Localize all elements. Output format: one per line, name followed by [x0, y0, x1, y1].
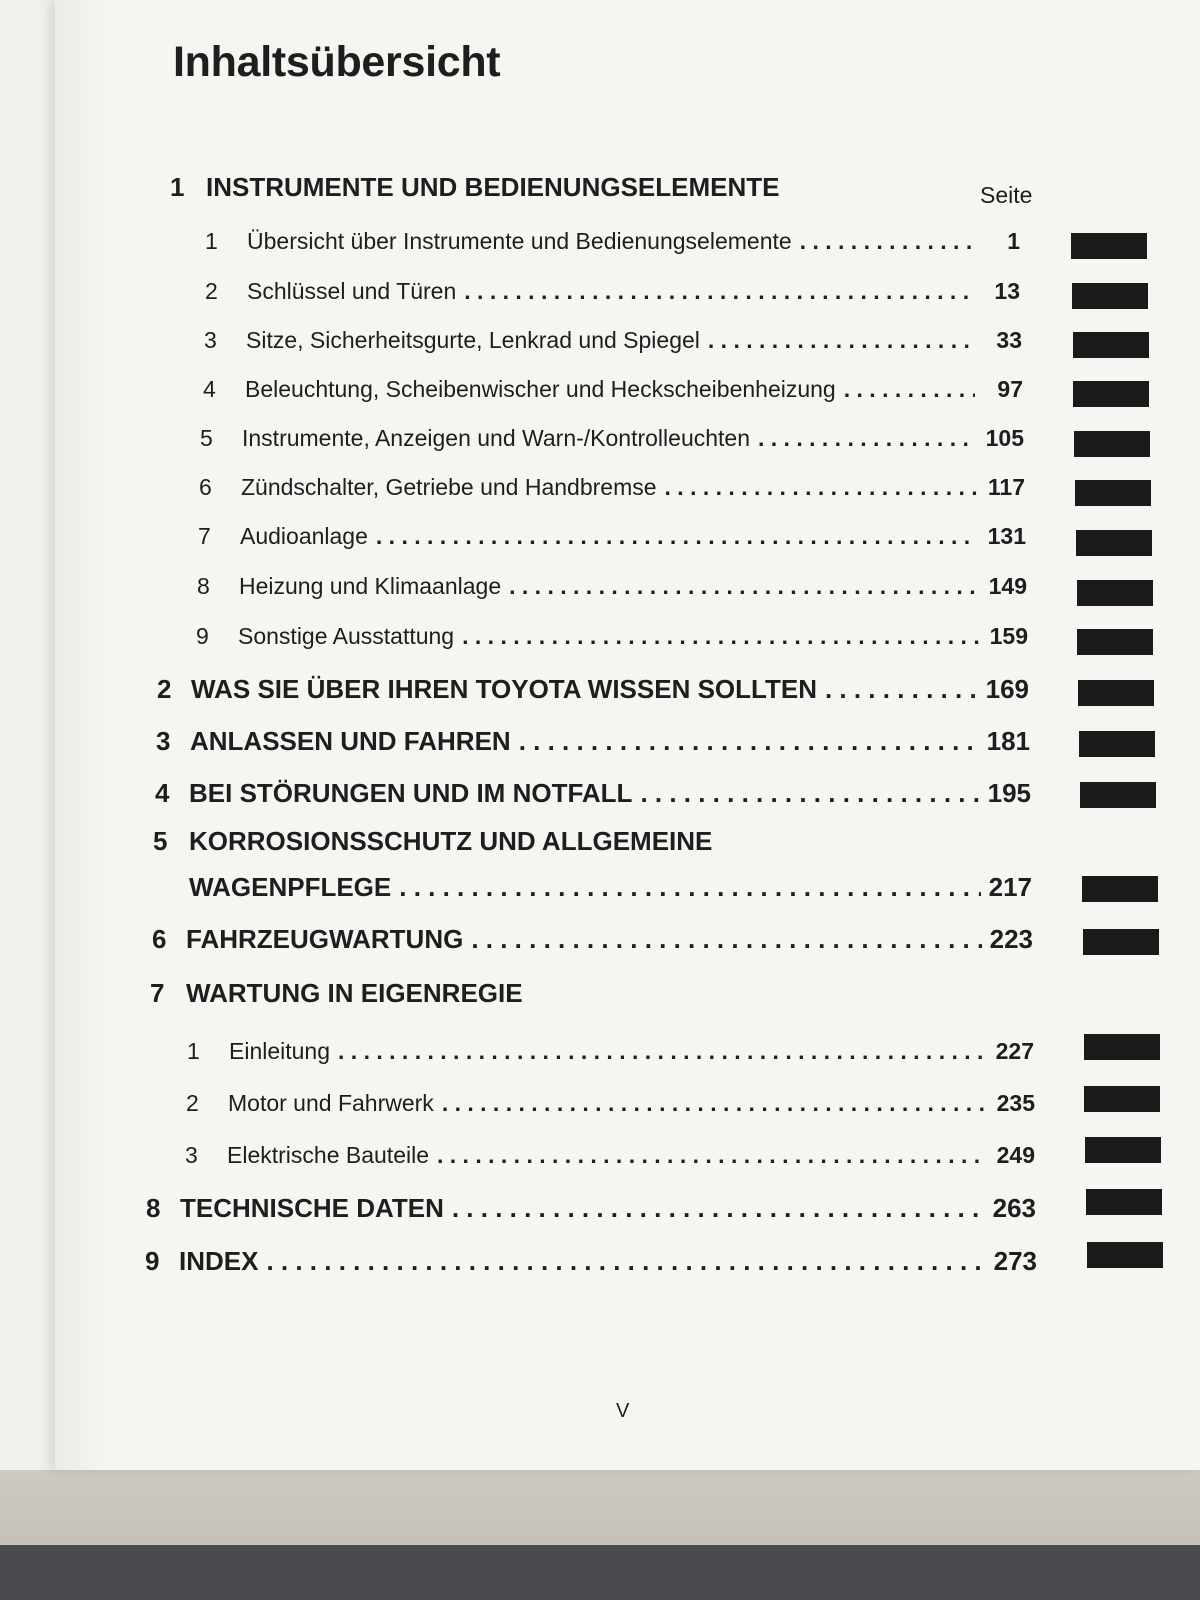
toc-chapter-page: 263 [992, 1193, 1036, 1223]
toc-chapter-number: 4 [155, 778, 170, 808]
thumb-index-tab [1079, 731, 1155, 757]
leader-dots [844, 376, 975, 403]
toc-entry-number: 3 [185, 1142, 198, 1168]
toc-chapter-continuation[interactable] [189, 872, 1032, 903]
page-number-footer: V [616, 1400, 630, 1422]
toc-chapter[interactable] [156, 726, 1030, 757]
toc-entry-page: 97 [997, 376, 1023, 402]
leader-dots [800, 228, 972, 255]
leader-dots [471, 924, 981, 955]
toc-chapter[interactable] [145, 1246, 1037, 1277]
toc-chapter[interactable] [146, 1193, 1036, 1224]
toc-entry-page: 13 [994, 278, 1020, 304]
toc-heading-1[interactable] [170, 172, 779, 203]
toc-entry-number: 2 [186, 1090, 199, 1116]
toc-entry-label: Zündschalter, Getriebe und Handbremse [241, 474, 657, 500]
toc-heading-label: KORROSIONSSCHUTZ UND ALLGEMEINE [189, 826, 713, 856]
leader-dots [825, 674, 978, 705]
toc-entry-label: Beleuchtung, Scheibenwischer und Heckscheibenheizung [245, 376, 836, 402]
toc-chapter-page: 223 [989, 924, 1033, 954]
toc-chapter-page: 169 [985, 674, 1029, 704]
toc-entry-page: 1 [1007, 228, 1020, 254]
leader-dots [665, 474, 977, 501]
toc-chapter-page: 273 [993, 1246, 1037, 1276]
toc-entry[interactable] [204, 327, 1022, 354]
toc-entry-label: Übersicht über Instrumente und Bedienungselemente [247, 228, 792, 254]
thumb-index-tab [1076, 530, 1152, 556]
toc-entry-label: Instrumente, Anzeigen und Warn-/Kontrolleuchten [242, 425, 750, 451]
table-surface [0, 1545, 1200, 1600]
toc-chapter-number: 3 [156, 726, 171, 756]
thumb-index-tab [1080, 782, 1156, 808]
thumb-index-tab [1078, 680, 1154, 706]
toc-entry-number: 1 [187, 1038, 200, 1064]
thumb-index-tab [1071, 233, 1147, 259]
toc-entry-label: Audioanlage [240, 523, 368, 549]
thumb-index-tab [1082, 876, 1158, 902]
thumb-index-tab [1077, 629, 1153, 655]
toc-entry-page: 227 [995, 1038, 1034, 1064]
leader-dots [437, 1142, 987, 1169]
toc-entry-number: 5 [200, 425, 213, 451]
toc-chapter-label: ANLASSEN UND FAHREN [190, 726, 511, 756]
toc-chapter-label: WAGENPFLEGE [189, 872, 392, 902]
thumb-index-tab [1084, 1086, 1160, 1112]
toc-chapter-label: FAHRZEUGWARTUNG [186, 924, 464, 954]
toc-entry-page: 105 [985, 425, 1024, 451]
leader-dots [758, 425, 976, 452]
toc-chapter[interactable] [152, 924, 1033, 955]
toc-entry-label: Einleitung [229, 1038, 331, 1064]
toc-heading-5[interactable] [153, 826, 712, 857]
leader-dots [464, 278, 972, 305]
toc-chapter-number: 2 [157, 674, 172, 704]
toc-entry-page: 235 [996, 1090, 1035, 1116]
toc-entry-label: Motor und Fahrwerk [228, 1090, 434, 1116]
toc-entry-number: 1 [205, 228, 218, 254]
thumb-index-tab [1087, 1242, 1163, 1268]
leader-dots [640, 778, 979, 809]
toc-chapter-label: BEI STÖRUNGEN UND IM NOTFALL [189, 778, 633, 808]
toc-entry[interactable] [205, 278, 1020, 305]
toc-chapter-label: INDEX [179, 1246, 259, 1276]
toc-chapter-label: WAS SIE ÜBER IHREN TOYOTA WISSEN SOLLTEN [191, 674, 817, 704]
toc-chapter-label: TECHNISCHE DATEN [180, 1193, 444, 1223]
toc-entry[interactable] [205, 228, 1020, 255]
toc-chapter[interactable] [155, 778, 1031, 809]
toc-chapter-number: 6 [152, 924, 167, 954]
toc-entry-page: 159 [989, 623, 1028, 649]
toc-entry[interactable] [197, 573, 1027, 600]
toc-entry-number: 7 [198, 523, 211, 549]
leader-dots [519, 726, 979, 757]
toc-heading-label: INSTRUMENTE UND BEDIENUNGSELEMENTE [206, 172, 780, 202]
toc-entry[interactable] [199, 474, 1025, 501]
leader-dots [462, 623, 980, 650]
toc-entry[interactable] [186, 1090, 1035, 1117]
thumb-index-tab [1074, 431, 1150, 457]
toc-heading-number: 1 [170, 172, 185, 202]
page-fold [55, 0, 110, 1470]
toc-entry-label: Sitze, Sicherheitsgurte, Lenkrad und Spiegel [246, 327, 700, 353]
toc-entry-number: 4 [203, 376, 216, 402]
toc-entry-page: 131 [987, 523, 1026, 549]
toc-entry[interactable] [203, 376, 1023, 403]
toc-entry-label: Elektrische Bauteile [227, 1142, 429, 1168]
page-column-label: Seite [980, 182, 1033, 208]
toc-entry-page: 33 [996, 327, 1022, 353]
leader-dots [452, 1193, 985, 1224]
toc-entry-number: 2 [205, 278, 218, 304]
thumb-index-tab [1073, 381, 1149, 407]
leader-dots [266, 1246, 985, 1277]
thumb-index-tab [1072, 283, 1148, 309]
toc-entry-number: 8 [197, 573, 210, 599]
leader-dots [509, 573, 979, 600]
toc-chapter-page: 181 [986, 726, 1030, 756]
page-title: Inhaltsübersicht [173, 38, 501, 86]
leader-dots [338, 1038, 986, 1065]
thumb-index-tab [1084, 1034, 1160, 1060]
leader-dots [399, 872, 980, 903]
toc-entry[interactable] [196, 623, 1028, 650]
toc-entry-page: 149 [988, 573, 1027, 599]
toc-entry[interactable] [187, 1038, 1034, 1065]
toc-heading-number: 5 [153, 826, 168, 856]
toc-heading-7[interactable] [150, 978, 523, 1009]
thumb-index-tab [1073, 332, 1149, 358]
toc-entry-label: Sonstige Ausstattung [238, 623, 455, 649]
toc-heading-label: WARTUNG IN EIGENREGIE [186, 978, 523, 1008]
thumb-index-tab [1085, 1137, 1161, 1163]
toc-entry-number: 3 [204, 327, 217, 353]
leader-dots [376, 523, 978, 550]
toc-entry[interactable] [200, 425, 1024, 452]
toc-chapter-number: 9 [145, 1246, 160, 1276]
leader-dots [442, 1090, 987, 1117]
toc-entry[interactable] [185, 1142, 1035, 1169]
toc-chapter-number: 8 [146, 1193, 161, 1223]
toc-heading-number: 7 [150, 978, 165, 1008]
toc-entry-label: Heizung und Klimaanlage [239, 573, 502, 599]
thumb-index-tab [1075, 480, 1151, 506]
toc-entry-page: 249 [996, 1142, 1035, 1168]
toc-entry-label: Schlüssel und Türen [247, 278, 457, 304]
thumb-index-tab [1086, 1189, 1162, 1215]
leader-dots [708, 327, 974, 354]
toc-chapter[interactable] [157, 674, 1029, 705]
toc-entry-number: 9 [196, 623, 209, 649]
toc-chapter-page: 195 [987, 778, 1031, 808]
thumb-index-tab [1083, 929, 1159, 955]
toc-entry[interactable] [198, 523, 1026, 550]
toc-entry-number: 6 [199, 474, 212, 500]
toc-chapter-page: 217 [988, 872, 1032, 902]
toc-entry-page: 117 [987, 474, 1025, 500]
thumb-index-tab [1077, 580, 1153, 606]
